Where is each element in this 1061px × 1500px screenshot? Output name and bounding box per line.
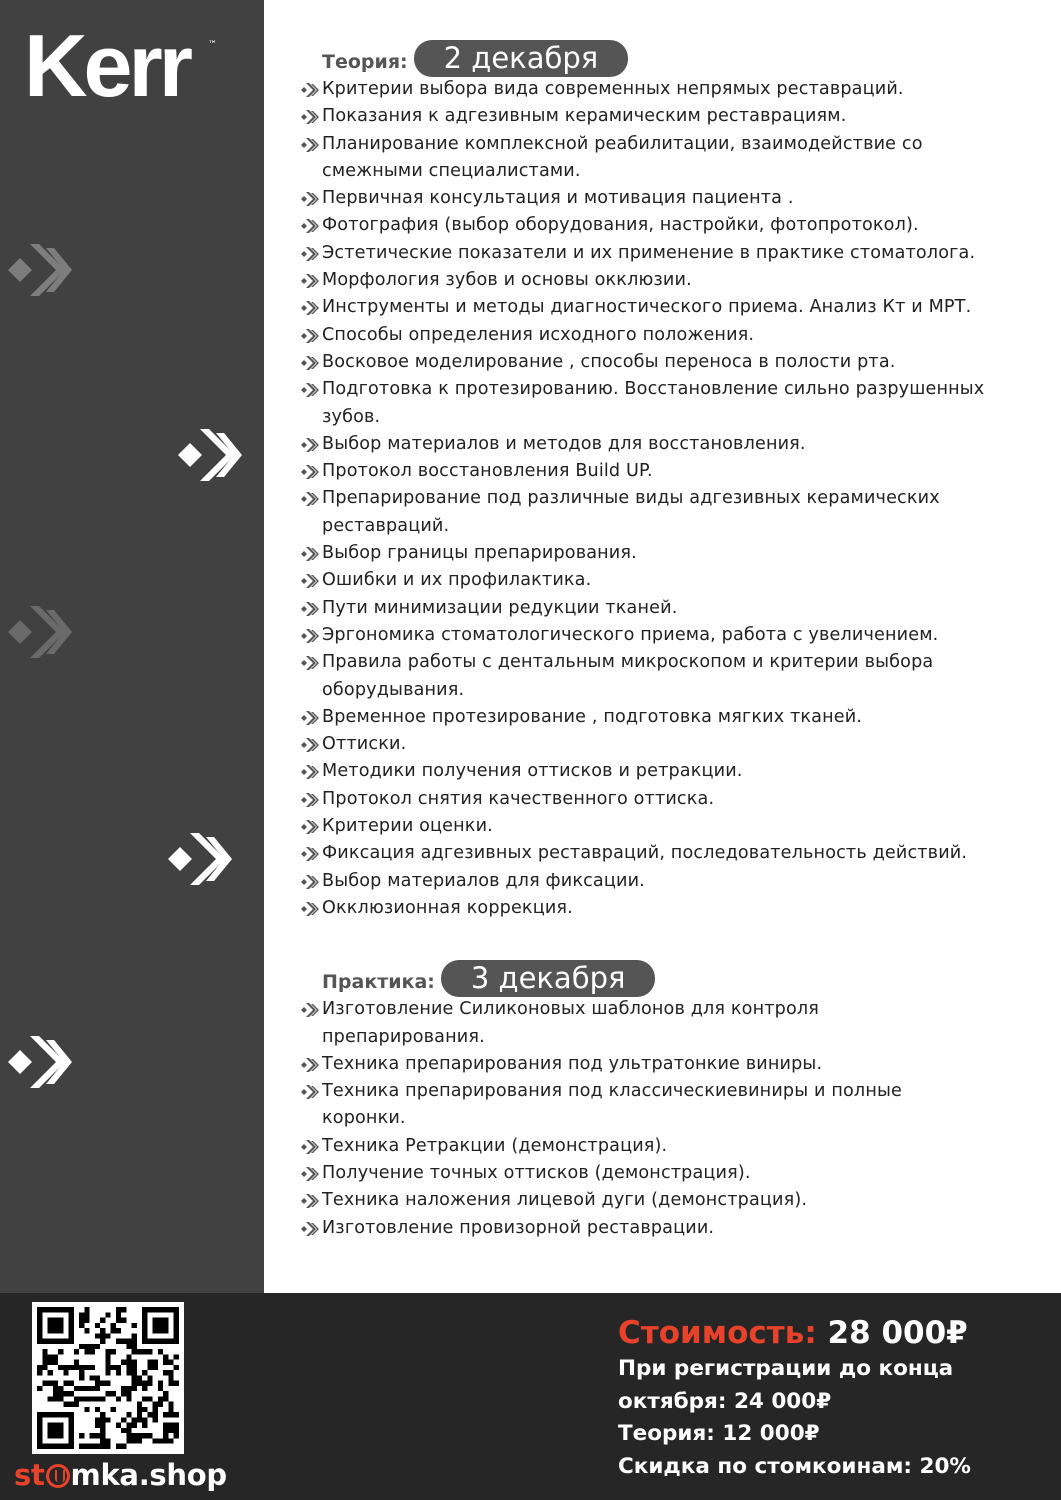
early-value: 24 000₽ (733, 1388, 832, 1414)
diamond-bullet-icon (300, 819, 322, 835)
list-item (300, 131, 1055, 186)
chevron-right-icon (178, 423, 242, 487)
list-item (300, 349, 1055, 376)
list-item (300, 267, 1055, 294)
early-row-1: При регистрации до конца (618, 1356, 954, 1381)
diamond-bullet-icon (300, 792, 322, 808)
practice-date-badge: 3 декабря (441, 960, 656, 997)
list-item-text: Окклюзионная коррекция. (322, 897, 573, 918)
list-item-text: Изготовление провизорной реставрации. (322, 1217, 715, 1238)
list-item-text: Техника Ретракции (демонстрация). (322, 1135, 668, 1156)
theory-header (322, 40, 1055, 76)
diamond-bullet-icon (300, 491, 322, 507)
list-item-text: оборудывания. (322, 679, 465, 700)
list-item-text: Первичная консультация и мотивация пациента . (322, 188, 794, 209)
diamond-bullet-icon (300, 764, 322, 780)
site-link[interactable] (14, 1458, 227, 1492)
diamond-bullet-icon (300, 382, 322, 398)
diamond-bullet-icon (300, 1002, 322, 1018)
diamond-bullet-icon (300, 710, 322, 726)
list-item-text: Фиксация адгезивных реставраций, последовательность действий. (322, 843, 968, 864)
list-item (300, 76, 1055, 103)
list-item (300, 595, 1055, 622)
diamond-bullet-icon (300, 355, 322, 371)
cost-row (618, 1313, 971, 1353)
discount-value: 20% (919, 1453, 971, 1479)
diamond-bullet-icon (300, 1057, 322, 1073)
list-item-text: Морфология зубов и основы окклюзии. (322, 270, 692, 291)
site-part-2: mka (70, 1458, 139, 1492)
list-item-text: Планирование комплексной реабилитации, взаимодействие со (322, 133, 923, 154)
list-item-text: Оттиски. (322, 734, 407, 755)
diamond-bullet-icon (300, 300, 322, 316)
list-item (300, 895, 1055, 922)
discount-row (618, 1451, 971, 1484)
list-item-text: Выбор границы препарирования. (322, 543, 637, 564)
diamond-bullet-icon (300, 109, 322, 125)
early-row-2 (618, 1386, 971, 1419)
diamond-bullet-icon (300, 655, 322, 671)
list-item-text: Способы определения исходного положения. (322, 324, 755, 345)
list-item-text: Инструменты и методы диагностического приема. Анализ Кт и МРТ. (322, 297, 972, 318)
list-item (300, 1051, 1055, 1078)
diamond-bullet-icon (300, 273, 322, 289)
list-item-text: Критерии выбора вида современных непрямых реставраций. (322, 79, 904, 99)
discount-label: Скидка по стомкоинам: (618, 1453, 913, 1479)
sidebar (0, 0, 264, 1293)
diamond-bullet-icon (300, 218, 322, 234)
list-item-text: Подготовка к протезированию. Восстановление сильно разрушенных (322, 379, 985, 400)
list-item (300, 322, 1055, 349)
chevron-right-icon (168, 827, 232, 891)
list-item-text: смежными специалистами. (322, 160, 581, 181)
diamond-bullet-icon (300, 246, 322, 262)
list-item-text: зубов. (322, 406, 381, 427)
list-item-text: Фотография (выбор оборудования, настройки, фотопротокол). (322, 215, 919, 236)
diamond-bullet-icon (300, 437, 322, 453)
cost-value: 28 000₽ (827, 1315, 968, 1351)
practice-label: Практика: (322, 971, 435, 994)
list-item-text: Эстетические показатели и их применение в практике стоматолога. (322, 242, 976, 263)
diamond-bullet-icon (300, 1166, 322, 1182)
kerr-logo: Kerr (24, 16, 189, 115)
chevron-right-icon (8, 600, 72, 664)
list-item (300, 840, 1055, 867)
list-item-text: Получение точных оттисков (демонстрация). (322, 1162, 751, 1183)
diamond-bullet-icon (300, 901, 322, 917)
list-item-text: коронки. (322, 1108, 406, 1129)
site-part-3: .shop (138, 1458, 227, 1492)
chevron-right-icon (8, 1030, 72, 1094)
diamond-bullet-icon (300, 1193, 322, 1209)
trademark-mark: ™ (208, 40, 217, 50)
list-item-text: Правила работы с дентальным микроскопом и критерии выбора (322, 652, 934, 673)
diamond-bullet-icon (300, 846, 322, 862)
diamond-bullet-icon (300, 1139, 322, 1155)
diamond-bullet-icon (300, 137, 322, 153)
chevron-right-icon (8, 238, 72, 302)
diamond-bullet-icon (300, 191, 322, 207)
list-item-text: Изготовление Силиконовых шаблонов для контроля (322, 999, 820, 1020)
list-item-text: препарирования. (322, 1026, 485, 1047)
list-item-text: Ошибки и их профилактика. (322, 570, 592, 591)
theory-label: Теория: (322, 51, 408, 73)
theory-price-value: 12 000₽ (722, 1421, 820, 1446)
diamond-bullet-icon (300, 573, 322, 589)
list-item-text: Выбор материалов для фиксации. (322, 870, 645, 891)
theory-price-label: Теория: (618, 1421, 715, 1446)
list-item-text: Восковое моделирование , способы переноса в полости рта. (322, 351, 896, 372)
list-item (300, 1078, 1055, 1133)
list-item (300, 376, 1055, 431)
list-item (300, 868, 1055, 895)
list-item (300, 1160, 1055, 1187)
list-item (300, 1133, 1055, 1160)
list-item (300, 212, 1055, 239)
list-item (300, 103, 1055, 130)
diamond-bullet-icon (300, 601, 322, 617)
theory-date-badge: 2 декабря (414, 40, 629, 77)
diamond-bullet-icon (300, 1084, 322, 1100)
list-item-text: Критерии оценки. (322, 816, 493, 837)
list-item-text: Эргономика стоматологического приема, работа с увеличением. (322, 624, 939, 645)
list-item (300, 485, 1055, 540)
list-item (300, 240, 1055, 267)
list-item (300, 1215, 1055, 1242)
list-item-text: Протокол снятия качественного оттиска. (322, 788, 715, 809)
list-item-text: Техника наложения лицевой дуги (демонстрация). (322, 1190, 808, 1211)
diamond-bullet-icon (300, 628, 322, 644)
list-item-text: Показания к адгезивным керамическим реставрациям. (322, 106, 847, 127)
list-item (300, 813, 1055, 840)
theory-price-row (618, 1418, 971, 1451)
list-item (300, 1187, 1055, 1214)
program-content (300, 40, 1055, 1242)
diamond-bullet-icon (300, 737, 322, 753)
list-item (300, 431, 1055, 458)
list-item (300, 758, 1055, 785)
list-item-text: Временное протезирование , подготовка мягких тканей. (322, 706, 863, 727)
list-item-text: Пути минимизации редукции тканей. (322, 597, 678, 618)
early-label: октября: (618, 1388, 727, 1414)
list-item-text: Техника препарирования под ультратонкие виниры. (322, 1053, 823, 1074)
list-item (300, 996, 1055, 1051)
list-item-text: Методики получения оттисков и ретракции. (322, 761, 743, 782)
diamond-bullet-icon (300, 328, 322, 344)
theory-list (300, 76, 1055, 922)
list-item (300, 567, 1055, 594)
tooth-icon (46, 1464, 70, 1488)
list-item (300, 622, 1055, 649)
qr-code-icon[interactable] (32, 1302, 184, 1454)
list-item-text: Техника препарирования под классическиевиниры и полные (322, 1081, 902, 1102)
list-item (300, 649, 1055, 704)
list-item (300, 185, 1055, 212)
diamond-bullet-icon (300, 464, 322, 480)
list-item (300, 540, 1055, 567)
diamond-bullet-icon (300, 874, 322, 890)
diamond-bullet-icon (300, 82, 322, 98)
list-item-text: Протокол восстановления Build UP. (322, 461, 653, 482)
cost-label: Стоимость: (618, 1315, 817, 1351)
list-item (300, 294, 1055, 321)
list-item (300, 786, 1055, 813)
list-item (300, 731, 1055, 758)
site-part-1: st (14, 1458, 45, 1492)
price-block (618, 1313, 971, 1483)
practice-list (300, 996, 1055, 1242)
list-item (300, 704, 1055, 731)
list-item (300, 458, 1055, 485)
diamond-bullet-icon (300, 546, 322, 562)
list-item-text: Выбор материалов и методов для восстановления. (322, 433, 806, 454)
list-item-text: реставраций. (322, 515, 450, 536)
diamond-bullet-icon (300, 1221, 322, 1237)
practice-header (322, 960, 1055, 996)
list-item-text: Препарирование под различные виды адгезивных керамических (322, 488, 940, 509)
